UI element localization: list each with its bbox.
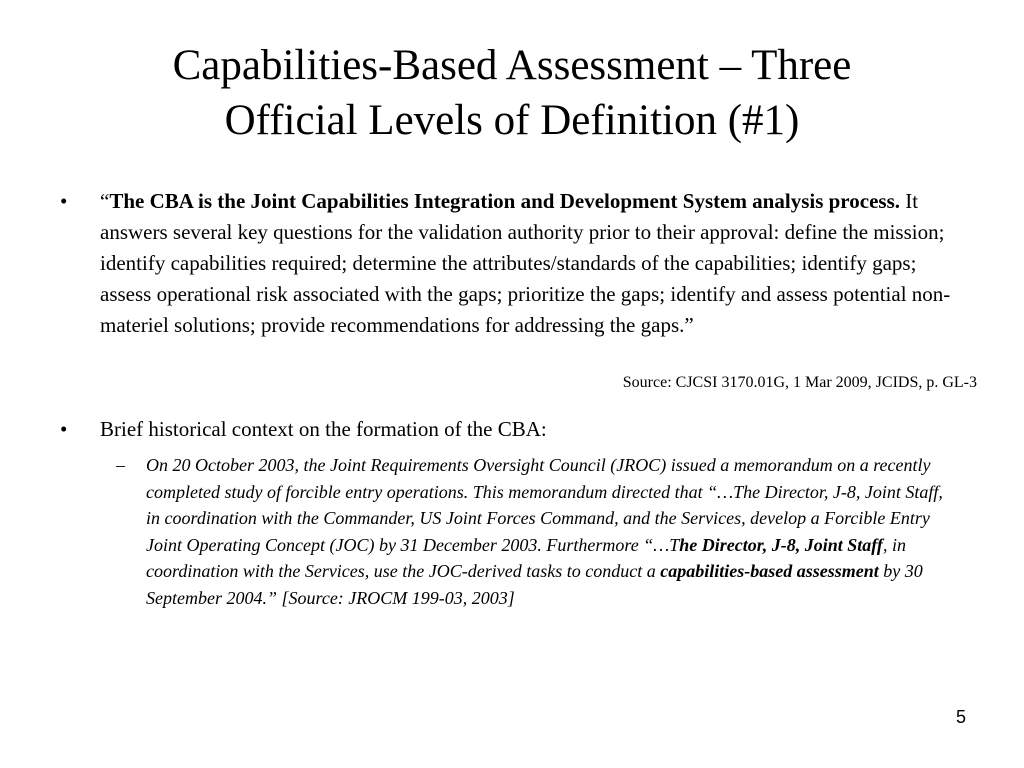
- page-number: 5: [955, 707, 966, 727]
- slide-title-line-1: Capabilities-Based Assessment – Three: [172, 42, 852, 89]
- bullet-cba-definition-text: [100, 186, 966, 341]
- cba-definition-bold: The CBA is the Joint Capabilities Integration and Development System analysis process.: [109, 189, 900, 213]
- source-citation: Source: CJCSI 3170.01G, 1 Mar 2009, JCIDS, p. GL-3: [622, 374, 977, 391]
- memo-text-part-1: On 20 October 2003, the Joint Requirements Oversight Council (JROC) issued a memorandum on a recently completed study of forcible entry operations. This memorandum directed that “…The Director, J-8, Joint Staff, in coordination with the Commander, US Joint Forces Command, and the Services, develop a Forcible Entry Joint Operating Concept (JOC) by 31 December 2003. Furthermore “…T: [146, 455, 943, 555]
- bullet-marker: •: [60, 417, 68, 441]
- slide-title: [40, 38, 984, 148]
- bullet-historical-context-text: Brief historical context on the formation of the CBA:: [100, 417, 547, 441]
- memo-bold-director: he Director, J-8, Joint Staff: [679, 534, 883, 555]
- memo-bold-cba: capabilities-based assessment: [660, 561, 879, 581]
- memo-text-part-3: by 30 September 2004.” [Source: JROCM 199-03, 2003]: [146, 561, 923, 608]
- open-quote: “: [100, 189, 110, 213]
- memo-text-part-2: , in coordination with the Services, use the JOC-derived tasks to conduct a: [146, 534, 906, 581]
- slide-title-line-2: Official Levels of Definition (#1): [224, 97, 800, 144]
- cba-definition-rest: It answers several key questions for the validation authority prior to their approval: define the mission; identify capabilities required; determine the attributes/standards of the capabilities; identify gaps; assess operational risk associated with the gaps; prioritize the gaps; identify and assess potential non-materiel solutions; provide recommendations for addressing the gaps.”: [100, 189, 951, 337]
- bullet-marker: •: [60, 189, 68, 213]
- sub-bullet-marker: –: [116, 455, 125, 475]
- sub-bullet-jroc-memo-text: [146, 452, 956, 611]
